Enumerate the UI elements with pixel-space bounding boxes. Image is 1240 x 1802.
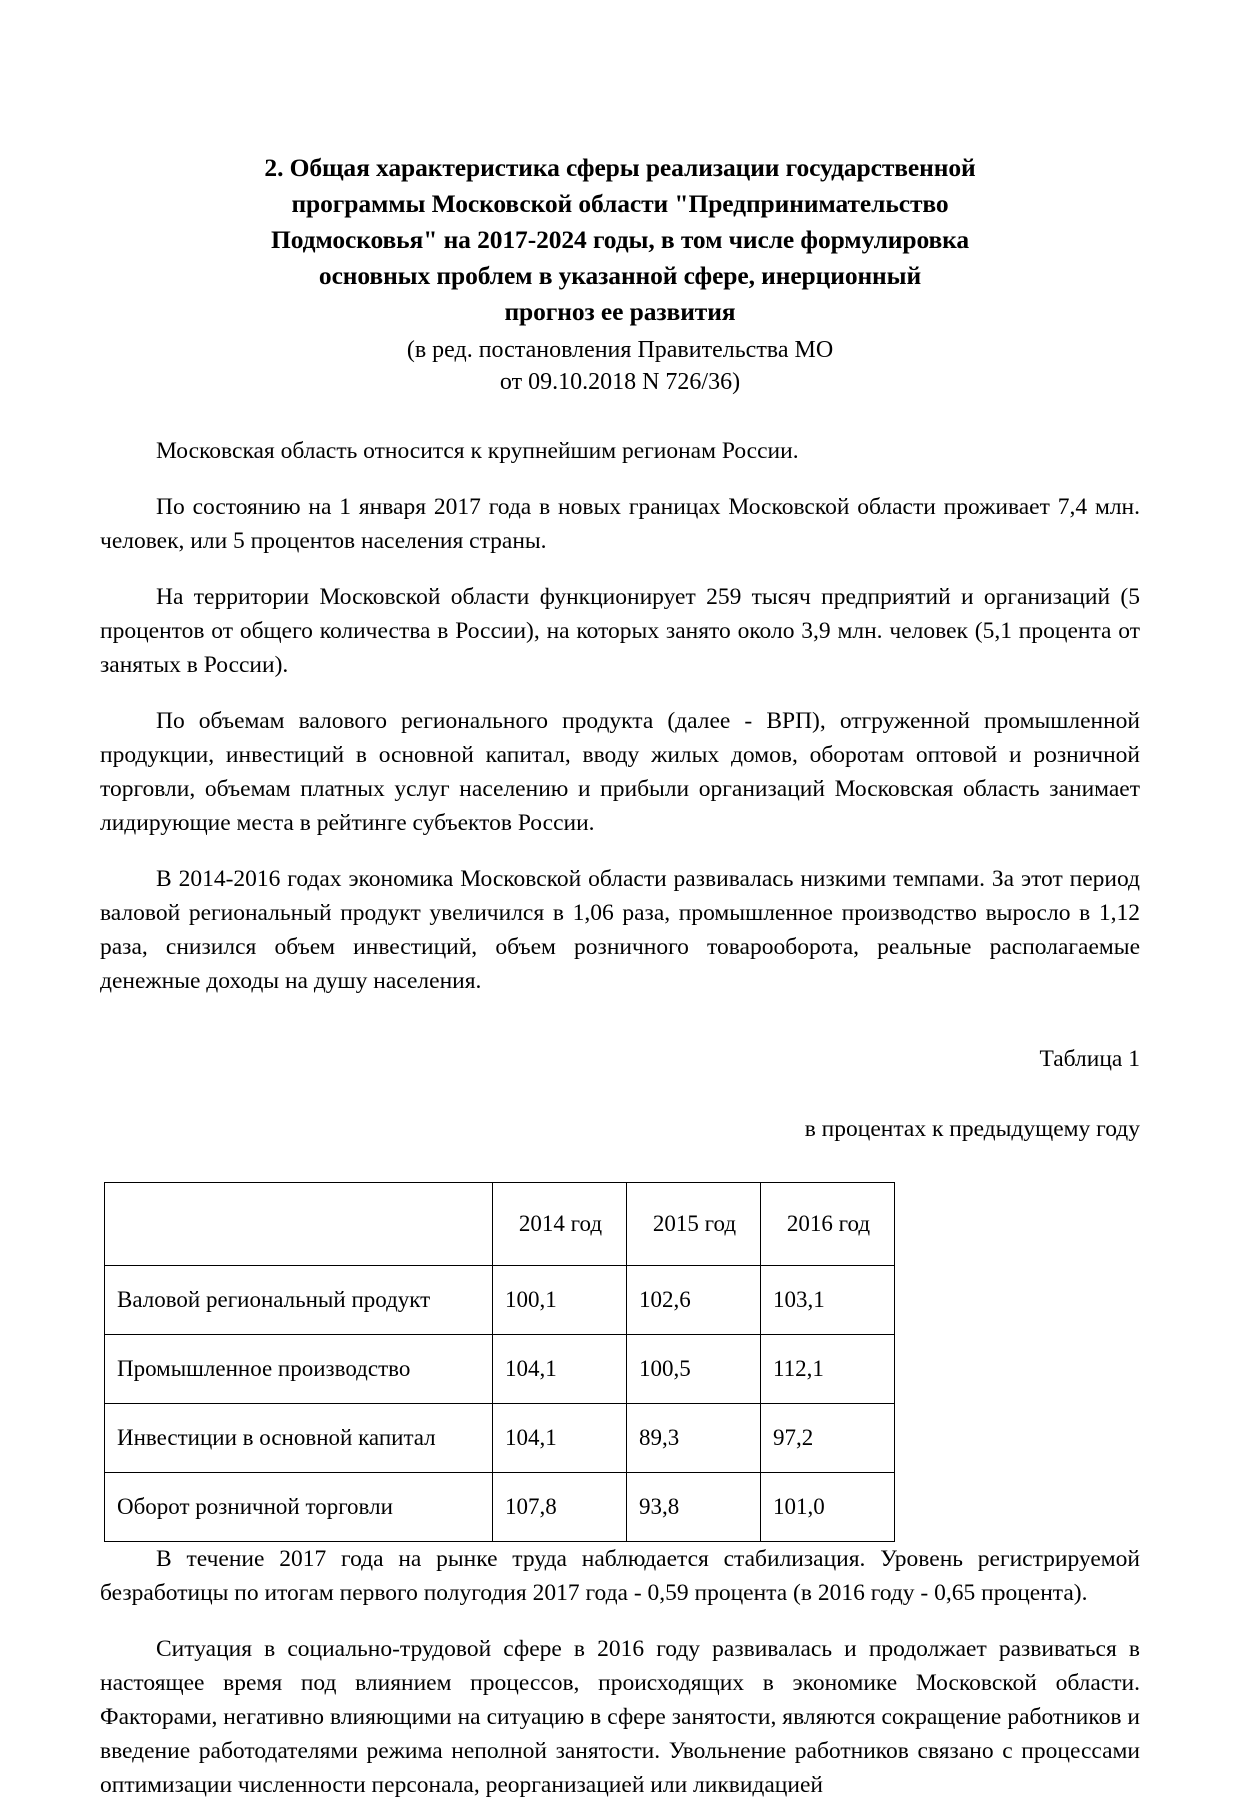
body-paragraph-6: В течение 2017 года на рынке труда наблюдается стабилизация. Уровень регистрируемой безработицы по итогам первого полугодия 2017 года - 0,59 процента (в 2016 году - 0,65 процента). xyxy=(100,1546,1140,1606)
cell-2015: 100,5 xyxy=(627,1335,761,1404)
table-body xyxy=(105,1266,895,1542)
page-title xyxy=(240,150,1000,330)
document-revision-note xyxy=(240,334,1000,398)
body-paragraph-1: Московская область относится к крупнейшим регионам России. xyxy=(156,438,799,464)
revision-line-1: (в ред. постановления Правительства МО xyxy=(406,337,834,363)
table-row xyxy=(105,1335,895,1404)
table-row xyxy=(105,1266,895,1335)
row-label: Промышленное производство xyxy=(105,1335,493,1404)
table-units-note: в процентах к предыдущему году xyxy=(804,1116,1140,1142)
cell-2016: 97,2 xyxy=(761,1404,895,1473)
cell-2016: 103,1 xyxy=(761,1266,895,1335)
table-caption: Таблица 1 xyxy=(1039,1046,1140,1072)
table-header-2014: 2014 год xyxy=(493,1183,627,1266)
title-line-1: 2. Общая характеристика сферы реализации государственной xyxy=(264,153,976,182)
title-line-3: Подмосковья" на 2017-2024 годы, в том числе формулировка xyxy=(270,225,970,254)
body-paragraph-3: На территории Московской области функционирует 259 тысяч предприятий и организаций (5 процентов от общего количества в России), на которых занято около 3,9 млн. человек (5,1 процента от занятых в России). xyxy=(100,584,1140,678)
cell-2016: 112,1 xyxy=(761,1335,895,1404)
cell-2014: 104,1 xyxy=(493,1404,627,1473)
title-line-5: прогноз ее развития xyxy=(504,297,736,326)
cell-2014: 107,8 xyxy=(493,1473,627,1542)
table-header-2015: 2015 год xyxy=(627,1183,761,1266)
body-paragraph-7: Ситуация в социально-трудовой сфере в 2016 году развивалась и продолжает развиваться в настоящее время под влиянием процессов, происходящих в экономике Московской области. Факторами, негативно влияющими на ситуацию в сфере занятости, являются сокращение работников и введение работодателями режима неполной занятости. Увольнение работников связано с процессами оптимизации численности персонала, реорганизацией или ликвидацией xyxy=(100,1636,1140,1798)
row-label: Валовой региональный продукт xyxy=(105,1266,493,1335)
table-header-indicator xyxy=(105,1183,493,1266)
body-paragraph-4: По объемам валового регионального продукта (далее - ВРП), отгруженной промышленной продукции, инвестиций в основной капитал, вводу жилых домов, оборотам оптовой и розничной торговли, объемам платных услуг населению и прибыли организаций Московская область занимает лидирующие места в рейтинге субъектов России. xyxy=(100,708,1140,836)
cell-2016: 101,0 xyxy=(761,1473,895,1542)
cell-2014: 104,1 xyxy=(493,1335,627,1404)
body-paragraph-2: По состоянию на 1 января 2017 года в новых границах Московской области проживает 7,4 млн. человек, или 5 процентов населения страны. xyxy=(100,494,1140,554)
cell-2015: 93,8 xyxy=(627,1473,761,1542)
row-label: Инвестиции в основной капитал xyxy=(105,1404,493,1473)
cell-2015: 102,6 xyxy=(627,1266,761,1335)
indicators-table xyxy=(104,1182,895,1542)
row-label: Оборот розничной торговли xyxy=(105,1473,493,1542)
table-header-2016: 2016 год xyxy=(761,1183,895,1266)
revision-line-2: от 09.10.2018 N 726/36) xyxy=(499,369,741,395)
table-header xyxy=(105,1183,895,1266)
body-paragraph-5: В 2014-2016 годах экономика Московской области развивалась низкими темпами. За этот период валовой региональный продукт увеличился в 1,06 раза, промышленное производство выросло в 1,12 раза, снизился объем инвестиций, объем розничного товарооборота, реальные располагаемые денежные доходы на душу населения. xyxy=(100,866,1140,994)
cell-2014: 100,1 xyxy=(493,1266,627,1335)
cell-2015: 89,3 xyxy=(627,1404,761,1473)
table-row xyxy=(105,1404,895,1473)
title-line-2: программы Московской области "Предпринимательство xyxy=(291,189,949,218)
title-line-4: основных проблем в указанной сфере, инерционный xyxy=(318,261,922,290)
table-row xyxy=(105,1473,895,1542)
table-header-row xyxy=(105,1183,895,1266)
